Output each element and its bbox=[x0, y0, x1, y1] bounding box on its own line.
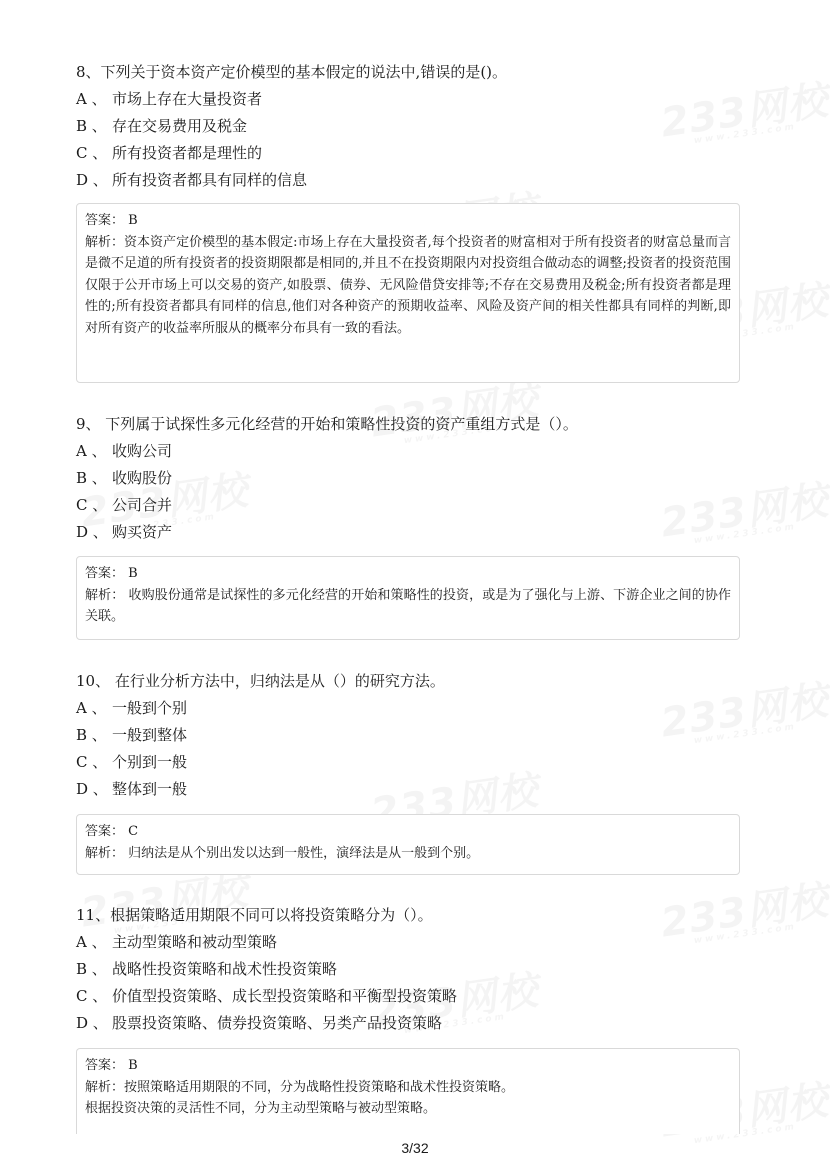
option-a: A 、 收购公司 bbox=[76, 442, 173, 460]
question-9 bbox=[76, 414, 756, 549]
option-c: C 、 个别到一般 bbox=[76, 753, 188, 771]
option-c: C 、 所有投资者都是理性的 bbox=[76, 144, 263, 162]
explanation: 解析： 收购股份通常是试探性的多元化经营的开始和策略性的投资，或是为了强化与上游、下游企业之间的协作关联。 bbox=[85, 587, 731, 624]
answer-box bbox=[76, 1048, 740, 1134]
option-d: D 、 整体到一般 bbox=[76, 780, 188, 798]
option-d: D 、 所有投资者都具有同样的信息 bbox=[76, 171, 308, 189]
question-title: 11、根据策略适用期限不同可以将投资策略分为（）。 bbox=[76, 906, 433, 924]
option-d: D 、 股票投资策略、债券投资策略、另类产品投资策略 bbox=[76, 1014, 443, 1032]
answer-value: B bbox=[128, 1058, 138, 1073]
option-d: D 、 购买资产 bbox=[76, 523, 173, 541]
answer-value: C bbox=[128, 824, 139, 839]
explanation: 解析：资本资产定价模型的基本假定:市场上存在大量投资者,每个投资者的财富相对于所有投资者的财富总量而言是微不足道的所有投资者的投资期限都是相同的,并且不在投资期限内对投资组合做动态的调整;投资者的投资范围仅限于公开市场上可以交易的资产,如股票、债券、无风险借贷安排等;不存在交易费用及税金;所有投资者都是理性的;所有投资者都具有同样的信息,他们对各种资产的预期收益率、风险及资产间的相关性都具有同样的判断,即对所有资产的收益率所服从的概率分布具有一致的看法。 bbox=[85, 234, 731, 336]
explanation: 解析： 归纳法是从个别出发以达到一般性，演绎法是从一般到个别。 bbox=[85, 845, 480, 861]
answer-box bbox=[76, 814, 740, 875]
question-8 bbox=[76, 62, 756, 197]
option-b: B 、 存在交易费用及税金 bbox=[76, 117, 248, 135]
answer-value: B bbox=[128, 213, 138, 228]
answer-box bbox=[76, 203, 740, 383]
option-b: B 、 收购股份 bbox=[76, 469, 173, 487]
question-title: 9、 下列属于试探性多元化经营的开始和策略性投资的资产重组方式是（）。 bbox=[76, 415, 578, 433]
answer-line: 答案： B bbox=[85, 213, 138, 228]
option-c: C 、 价值型投资策略、成长型投资策略和平衡型投资策略 bbox=[76, 987, 458, 1005]
option-c: C 、 公司合并 bbox=[76, 496, 173, 514]
option-b: B 、 战略性投资策略和战术性投资策略 bbox=[76, 960, 338, 978]
answer-value: B bbox=[128, 566, 138, 581]
page-number: 3/32 bbox=[401, 1140, 429, 1156]
answer-line: 答案： C bbox=[85, 824, 139, 839]
explanation-extra: 根据投资决策的灵活性不同，分为主动型策略与被动型策略。 bbox=[85, 1101, 437, 1116]
answer-line: 答案： B bbox=[85, 1058, 138, 1073]
answer-line: 答案： B bbox=[85, 566, 138, 581]
question-10 bbox=[76, 671, 756, 806]
explanation: 解析：按照策略适用期限的不同，分为战略性投资策略和战术性投资策略。 bbox=[85, 1079, 515, 1095]
question-title: 10、 在行业分析方法中，归纳法是从（）的研究方法。 bbox=[76, 672, 445, 690]
question-11 bbox=[76, 905, 756, 1040]
option-b: B 、 一般到整体 bbox=[76, 726, 188, 744]
option-a: A 、 主动型策略和被动型策略 bbox=[76, 933, 278, 951]
question-title: 8、下列关于资本资产定价模型的基本假定的说法中,错误的是()。 bbox=[76, 63, 508, 81]
option-a: A 、 一般到个别 bbox=[76, 699, 188, 717]
option-a: A 、 市场上存在大量投资者 bbox=[76, 90, 263, 108]
answer-box bbox=[76, 556, 740, 640]
